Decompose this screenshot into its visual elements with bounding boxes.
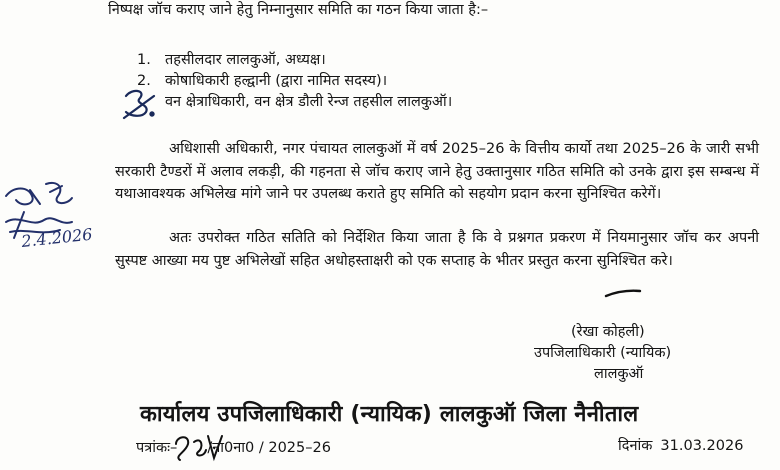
paragraph-directive-text: अतः उपरोक्त गठित सतिति को निर्देशित किया जाता है कि वे प्रश्नगत प्रकरण में नियमानुसार जॉच कर अपनी सुस्पष्ट आख्या मय पुष्ट अभिलेखों सहित अधोहस्ताक्षरी को एक सप्ताह के भीतर प्रस्तुत करना सुनिश्चित करे। xyxy=(115,230,759,269)
reference-label: पत्रांकः– xyxy=(136,440,178,456)
signatory-designation: उपजिलाधिकारी (न्यायिक) xyxy=(534,345,672,361)
committee-member-text: तहसीलदार लालकुऑ, अध्यक्ष। xyxy=(165,52,326,68)
office-header: कार्यालय उपजिलाधिकारी (न्यायिक) लालकुऑ जिला नैनीताल xyxy=(140,402,639,427)
reference-number: /ना0ना0 / 2025–26 xyxy=(207,440,331,456)
signatory-place: लालकुऑ xyxy=(594,366,644,382)
signatory-name: (रेखा कोहली) xyxy=(571,324,645,340)
committee-member-number: 1. xyxy=(137,52,151,68)
pen-tick-mark xyxy=(606,291,640,296)
committee-member-number: 2. xyxy=(137,73,151,89)
handwritten-reference-number xyxy=(176,436,222,460)
date-value: 31.03.2026 xyxy=(660,438,744,454)
intro-line: निष्पक्ष जॉच कराए जाने हेतु निम्नानुसार समिति का गठन किया जाता है:– xyxy=(108,2,489,18)
margin-note-date: 2.4.2026 xyxy=(20,224,94,251)
date-label: दिनांक xyxy=(618,438,653,454)
committee-member-text: कोषाधिकारी हल्द्वानी (द्वारा नामित सदस्य)। xyxy=(165,73,388,89)
handwritten-item-number-mark xyxy=(124,91,154,118)
committee-member-text: वन क्षेत्राधिकारी, वन क्षेत्र डौली रेन्ज तहसील लालकुऑ। xyxy=(165,94,453,110)
paragraph-cooperation-text: अधिशासी अधिकारी, नगर पंचायत लालकुऑ में वर्ष 2025–26 के वित्तीय कार्यो तथा 2025–26 के जारी सभी सरकारी टैण्डरों में अलाव लकड़ी, की गहनता से जॉच कराए जाने हेतु उक्तानुसार गठित समिति को उनके द्वारा इस सम्बन्ध में यथाआवश्यक अभिलेख मांगे जाने पर उपलब्ध कराते हुए समिति को सहयोग प्रदान करना सुनिश्चित करेगें। xyxy=(115,141,759,202)
